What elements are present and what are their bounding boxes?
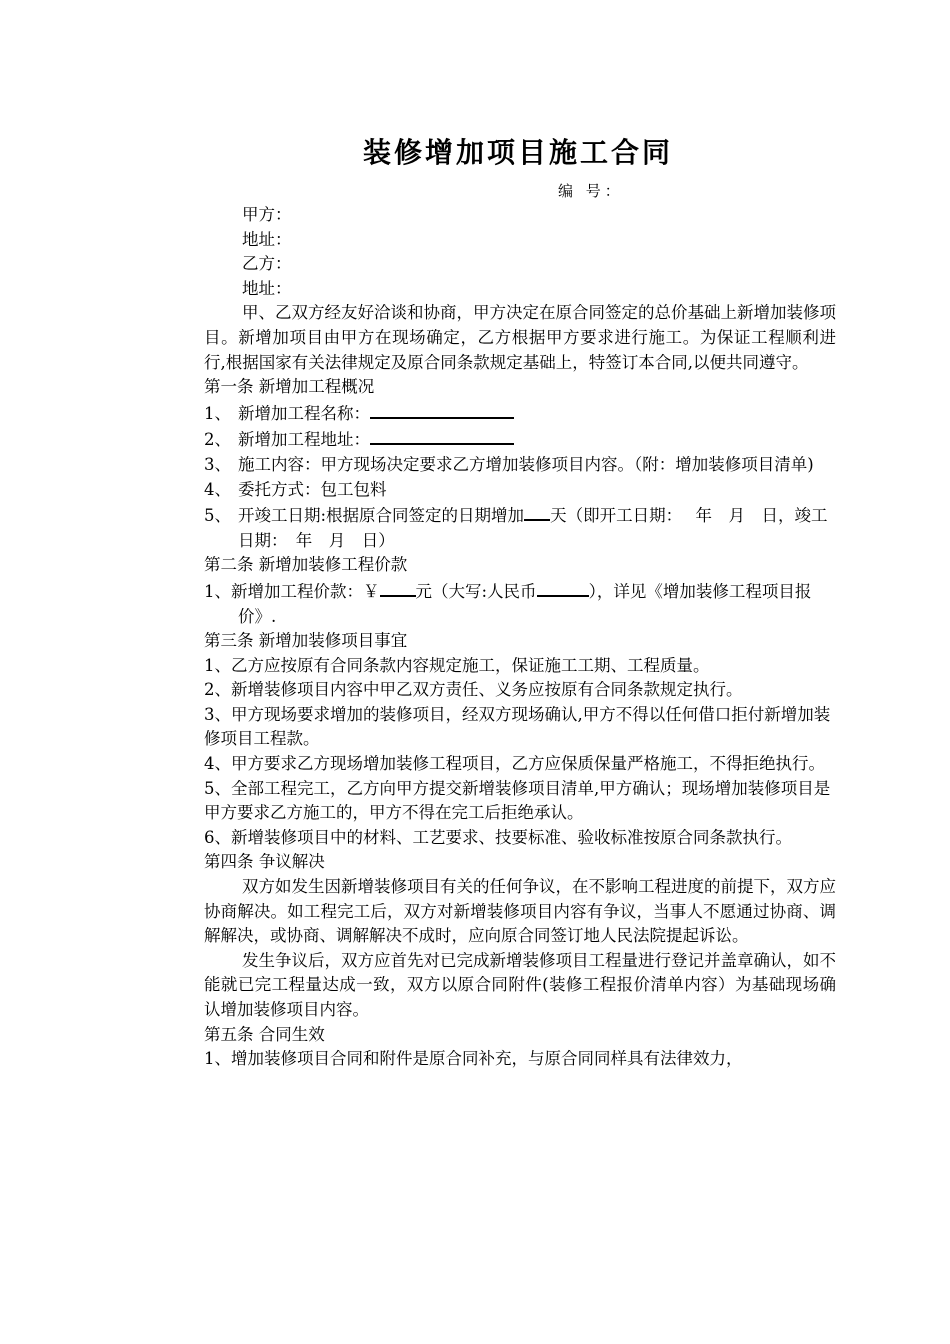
article1-item-2: 2、 新增加工程地址： (204, 426, 836, 453)
article4-paragraph-2: 发生争议后，双方应首先对已完成新增装修项目工程量进行登记并盖章确认，如不能就已完工程量达成一致，双方以原合同附件(装修工程报价清单内容）为基础现场确认增加装修项目内容。 (204, 950, 836, 1019)
contract-body (204, 203, 836, 1072)
article2-heading: 第二条 新增加装修工程价款 (204, 555, 408, 575)
party-b-address-label: 地址： (242, 278, 292, 298)
intro-paragraph: 甲、乙双方经友好洽谈和协商，甲方决定在原合同签定的总价基础上新增加装修项目。新增加项目由甲方在现场确定，乙方根据甲方要求进行施工。为保证工程顺利进行,根据国家有关法律规定及原合同条款规定基础上，特签订本合同,以便共同遵守。 (204, 303, 836, 372)
article5-heading: 第五条 合同生效 (204, 1024, 325, 1044)
article3-item-5: 5、全部工程完工，乙方向甲方提交新增装修项目清单,甲方确认；现场增加装修项目是甲方要求乙方施工的，甲方不得在完工后拒绝承认。 (204, 778, 831, 823)
extra-days-blank (524, 502, 550, 521)
article4-heading: 第四条 争议解决 (204, 852, 325, 872)
party-b-label: 乙方： (242, 254, 292, 274)
article1-item-1: 1、 新增加工程名称： (204, 400, 836, 427)
article3-item-6: 6、新增装修项目中的材料、工艺要求、技要标准、验收标准按原合同条款执行。 (204, 827, 792, 847)
article4-paragraph-1: 双方如发生因新增装修项目有关的任何争议，在不影响工程进度的前提下，双方应协商解决。如工程完工后，双方对新增装修项目内容有争议，当事人不愿通过协商、调解解决，或协商、调解解决不成时，应向原合同签订地人民法院提起诉讼。 (204, 877, 836, 946)
document-title: 装修增加项目施工合同 (362, 136, 673, 169)
project-name-blank (370, 400, 514, 419)
party-a-address-label: 地址： (242, 229, 292, 249)
article3-item-3: 3、甲方现场要求增加的装修项目，经双方现场确认,甲方不得以任何借口拒付新增加装修项目工程款。 (204, 704, 831, 749)
project-address-blank (370, 426, 514, 445)
article3-item-2: 2、新增装修项目内容中甲乙双方责任、义务应按原有合同条款规定执行。 (204, 680, 743, 700)
article3-item-4: 4、甲方要求乙方现场增加装修工程项目，乙方应保质保量严格施工，不得拒绝执行。 (204, 754, 825, 774)
price-amount-blank (380, 578, 416, 597)
serial-number-label: 编 号： (558, 182, 624, 200)
article3-heading: 第三条 新增加装修项目事宜 (204, 631, 408, 651)
article2-item-1: 1、新增加工程价款：￥ 元（大写:人民币 ），详见《增加装修工程项目报价》. (204, 578, 836, 629)
article1-item-5: 5、 开竣工日期:根据原合同签定的日期增加 天（即开工日期： 年 月 日，竣工日期： 年 月 日） (204, 502, 836, 553)
article1-heading: 第一条 新增加工程概况 (204, 377, 375, 397)
price-in-words-blank (537, 578, 589, 597)
article5-item-1: 1、增加装修项目合同和附件是原合同补充，与原合同同样具有法律效力， (204, 1049, 743, 1069)
party-a-label: 甲方： (242, 205, 292, 224)
article3-item-1: 1、乙方应按原有合同条款内容规定施工，保证施工工期、工程质量。 (204, 655, 710, 675)
article1-item-4: 4、 委托方式：包工包料 (204, 479, 387, 499)
article1-item-3: 3、 施工内容：甲方现场决定要求乙方增加装修项目内容。（附：增加装修项目清单) (204, 454, 814, 474)
